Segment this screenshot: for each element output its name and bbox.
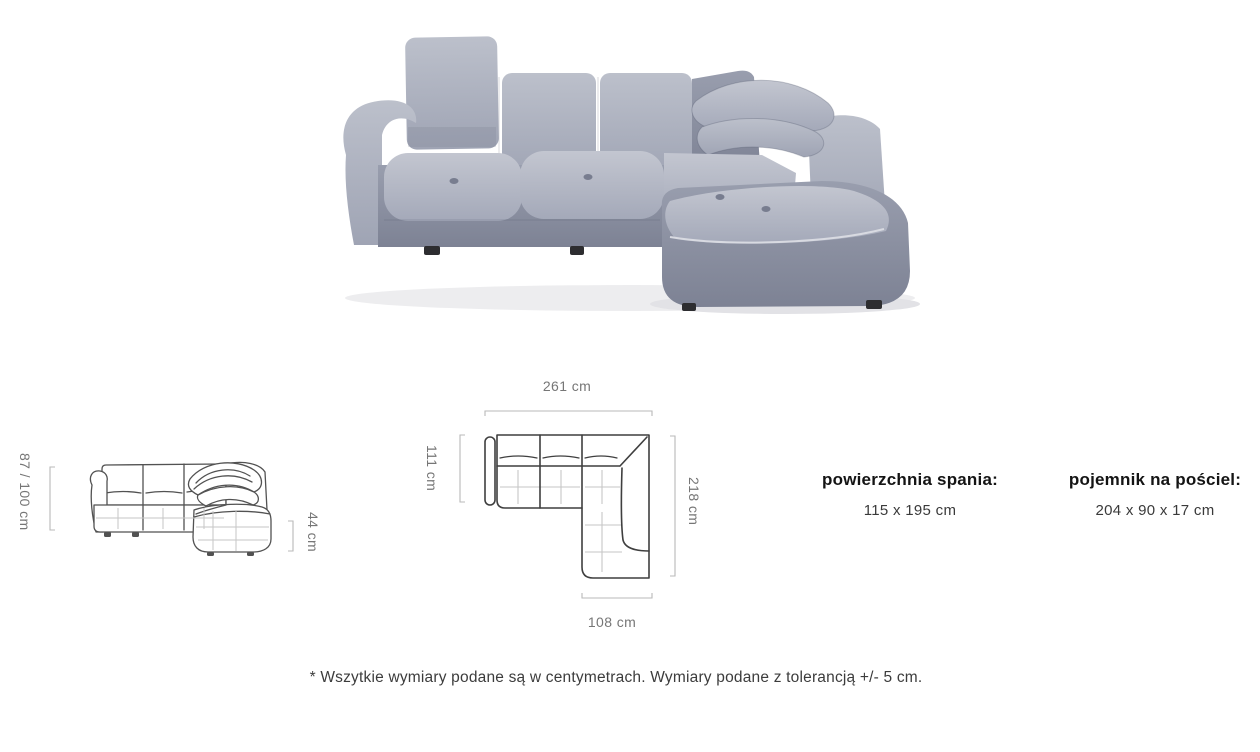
sleeping-area-title: powierzchnia spania: [822,470,998,489]
width-dimension-label: 261 cm [542,378,592,394]
bedding-storage-value: 204 x 90 x 17 cm [1095,502,1215,519]
armrest-outline [485,437,495,505]
bedding-storage-spec [1030,470,1260,519]
bedding-storage-title: pojemnik na pościel: [1068,470,1242,489]
chaise-width-dimension-label: 108 cm [587,614,637,630]
sofa-photo-illustration [330,15,930,315]
sleeping-area-spec [785,470,1035,519]
dimensions-footnote: * Wszytkie wymiary podane są w centymetrach. Wymiary podane z tolerancją +/- 5 cm. [309,669,923,686]
height-dimension-label: 87 / 100 cm [17,453,33,531]
length-bracket [670,436,675,576]
top-view-diagram [424,370,720,635]
chaise-width-bracket [582,593,652,598]
top-view-drawing [430,370,720,635]
seat-height-bracket [288,521,293,551]
side-view-drawing [8,448,338,598]
height-bracket [50,467,55,530]
sleeping-area-value: 115 x 195 cm [863,502,957,519]
product-photo [330,15,930,315]
depth-bracket [460,435,465,502]
width-bracket [485,411,652,416]
side-view-diagram [8,448,338,598]
seat-height-dimension-label: 44 cm [305,512,321,553]
depth-dimension-label: 111 cm [424,445,440,492]
length-dimension-label: 218 cm [686,477,702,526]
